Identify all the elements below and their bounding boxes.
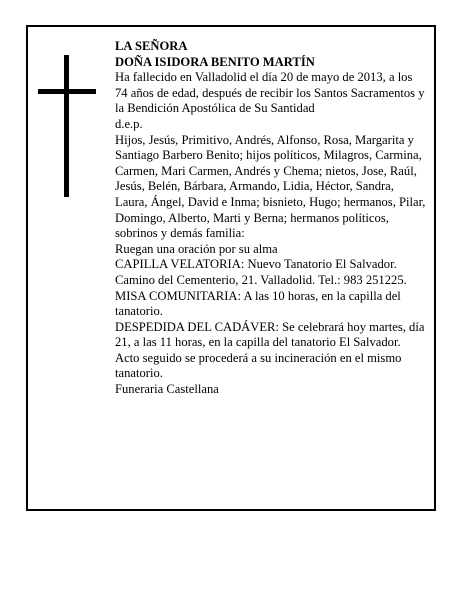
cross-vertical-bar [64,55,69,197]
title-line-1: LA SEÑORA [115,39,188,53]
cross-horizontal-bar [38,89,96,94]
family-list: Hijos, Jesús, Primitivo, Andrés, Alfonso, Rosa, Margarita y Santiago Barbero Benito; hijos políticos, Milagros, Carmina, Carmen, Mari Carmen, Andrés y Chema; nietos, Jose, Raúl, Jesús, Belén, Bárbara, Armando, Lidia, Héctor, Sandra, Laura, Ángel, David e Inma; bisnieto, Hugo; hermanos, Pilar, Domingo, Alberto, Marti y Berna; hermanos políticos, sobrinos y demás familia: [115,132,426,241]
funeral-home: Funeraria Castellana [115,382,219,397]
mass-info: MISA COMUNITARIA: A las 10 horas, en la capilla del tanatorio. [115,288,401,319]
death-notice: Ha fallecido en Valladolid el día 20 de mayo de 2013, a los 74 años de edad, después de recibir los Santos Sacramentos y la Bendición Apostólica de Su Santidad [115,70,425,116]
prayer-request: Ruegan una oración por su alma [115,241,278,256]
latin-cross-icon [38,55,96,197]
dep-abbreviation: d.e.p. [115,116,143,131]
deceased-name: DOÑA ISIDORA BENITO MARTÍN [115,54,315,69]
chapel-info: CAPILLA VELATORIA: Nuevo Tanatorio El Salvador. Camino del Cementerio, 21. Valladolid. Tel.: 983 251225. [115,257,407,287]
farewell-info: DESPEDIDA DEL CADÁVER: Se celebrará hoy martes, día 21, a las 11 horas, en la capilla del tanatorio El Salvador. Acto seguido se procederá a su incineración en el mismo tanatorio. [115,319,425,381]
obituary-text [115,39,427,398]
